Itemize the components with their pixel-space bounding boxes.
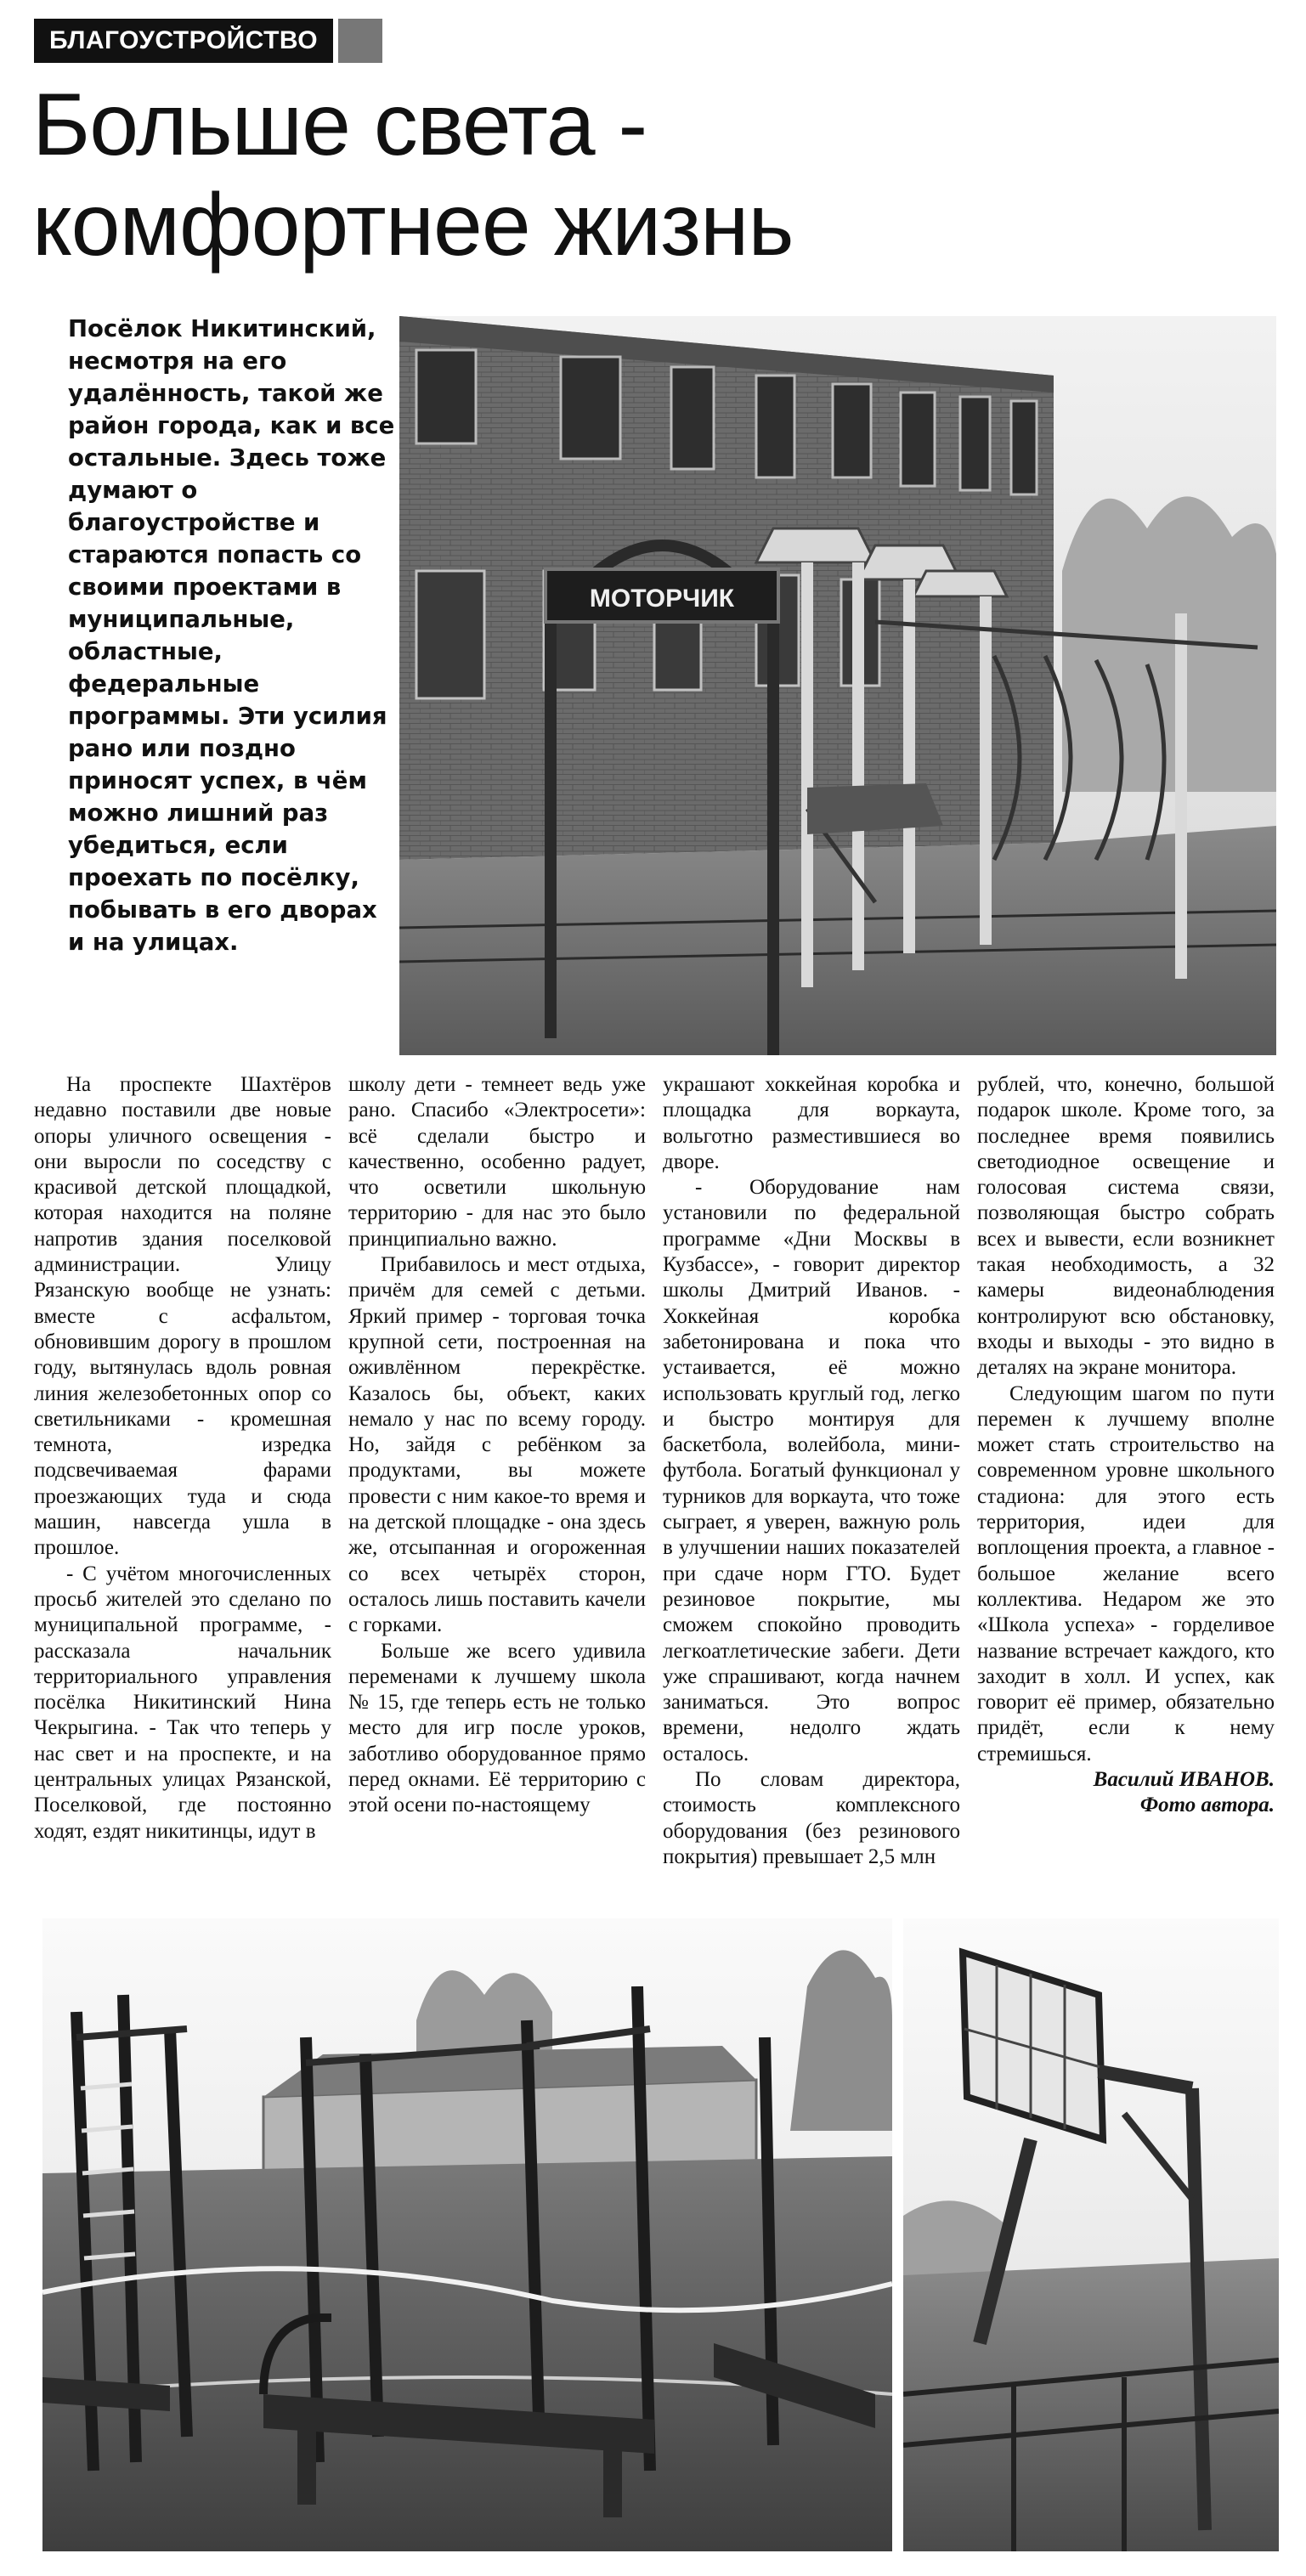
paragraph: украшают хоккейная коробка и площадка для воркаута, вольготно разместившиеся во дворе. bbox=[663, 1073, 960, 1173]
paragraph: Следующим шагом по пути перемен к лучшему вполне может стать строительство на современном уровне школьного стадиона: для этого есть территория, идеи для воплощения проекта, а главное - большое желание всего коллектива. Недаром же это «Школа успеха» - горделивое название встречает каждого, кто заходит в холл. И успех, как говорит её пример, обязательно придёт, если к нему стремишься. bbox=[977, 1381, 1275, 1765]
article-body bbox=[34, 1072, 1276, 1905]
paragraph: На проспекте Шахтёров недавно поставили две новые опоры уличного освещения - они выросли по соседству с красивой детской площадкой, которая находится на поляне напротив здания поселковой администрации. Улицу Рязанскую вообще не узнать: вместе с асфальтом, обновившим дорогу в прошлом году, вытянулась вдоль ровная линия железобетонных опор со светильниками - кромешная темнота, изредка подсвечиваемая фарами проезжающих туда и сюда машин, навсегда ушла в прошлое. bbox=[34, 1073, 331, 1560]
column-4 bbox=[977, 1072, 1275, 1819]
paragraph: - Оборудование нам установили по федеральной программе «Дни Москвы в Кузбассе», - говорит директор школы Дмитрий Иванов. - Хоккейная коробка забетонирована и пока что устаивается, её можно использовать круглый год, легко и быстро монтируя для баскетбола, волейбола, мини-футбола. Богатый функционал у турников для воркаута, что тоже сыграет, я уверен, важную роль в улучшении наших показателей при сдаче норм ГТО. Будет резиновое покрытие, мы сможем спокойно проводить легкоатлетические забеги. Дети уже спрашивают, когда начнем заниматься. Это вопрос времени, недолго ждать осталось. bbox=[663, 1176, 960, 1765]
paragraph: - С учётом многочисленных просьб жителей это сделано по муниципальной программе, - рассказала начальник территориального управления посёлка Никитинский Нина Чекрыгина. - Так что теперь у нас свет и на проспекте, и на центральных улицах Рязанской, Поселковой, где постоянно ходят, ездят никитинцы, идут в bbox=[34, 1562, 331, 1843]
paragraph: рублей, что, конечно, большой подарок школе. Кроме того, за последнее время появились светодиодное освещение и голосовая система связи, позволяющая быстро собрать всех и вывести, если возникнет такая необходимость, а 32 камеры видеонаблюдения контролируют всю обстановку, входы и выходы - это видно в деталях на экране монитора. bbox=[977, 1073, 1275, 1380]
photo-workout-area bbox=[42, 1918, 892, 2551]
paragraph: Прибавилось и мест отдыха, причём для семей с детьми. Яркий пример - торговая точка крупной сети, построенная на оживлённом перекрёстке. Казалось бы, объект, каких немало у нас по всему городу. Но, зайдя с ребёнком за продуктами, вы можете провести с ним какое-то время и на детской площадке - она здесь же, отсыпанная и огороженная со всех четырёх сторон, осталось лишь поставить качели с горками. bbox=[348, 1253, 646, 1637]
column-2 bbox=[348, 1072, 646, 1819]
author-name: Василий ИВАНОВ. bbox=[1093, 1768, 1275, 1792]
paragraph: По словам директора, стоимость комплексного оборудования (без резинового покрытия) превышает 2,5 млн bbox=[663, 1768, 960, 1868]
lead-paragraph: Посёлок Никитинский, несмотря на его удалённость, такой же район города, как и все остальные. Здесь тоже думают о благоустройстве и стараются попасть со своими проектами в муниципальные, областные, федеральные программы. Эти усилия рано или поздно приносят успех, в чём можно лишний раз убедиться, если проехать по посёлку, побывать в его дворах и на улицах. bbox=[68, 315, 395, 956]
rubric-marker bbox=[338, 19, 382, 63]
rubric-label: БЛАГОУСТРОЙСТВО bbox=[49, 26, 319, 54]
paragraph: Больше же всего удивила переменами к лучшему школа № 15, где теперь есть не только место для игр после уроков, заботливо оборудованное прямо перед окнами. Её территорию с этой осени по-настоящему bbox=[348, 1639, 646, 1817]
column-3 bbox=[663, 1072, 960, 1870]
column-1 bbox=[34, 1072, 331, 1844]
photo-credit: Фото автора. bbox=[1139, 1794, 1275, 1817]
playground-sign-text: МОТОРЧИК bbox=[589, 585, 735, 613]
section-rubric bbox=[34, 19, 333, 63]
photo-basketball-hoop bbox=[903, 1918, 1279, 2551]
photo-school-playground bbox=[399, 316, 1276, 1055]
paragraph: школу дети - темнеет ведь уже рано. Спасибо «Электросети»: всё сделали быстро и качественно, особенно радует, что осветили школьную территорию - для нас это было принципиально важно. bbox=[348, 1073, 646, 1251]
headline: Больше света - комфортнее жизнь bbox=[32, 76, 794, 274]
